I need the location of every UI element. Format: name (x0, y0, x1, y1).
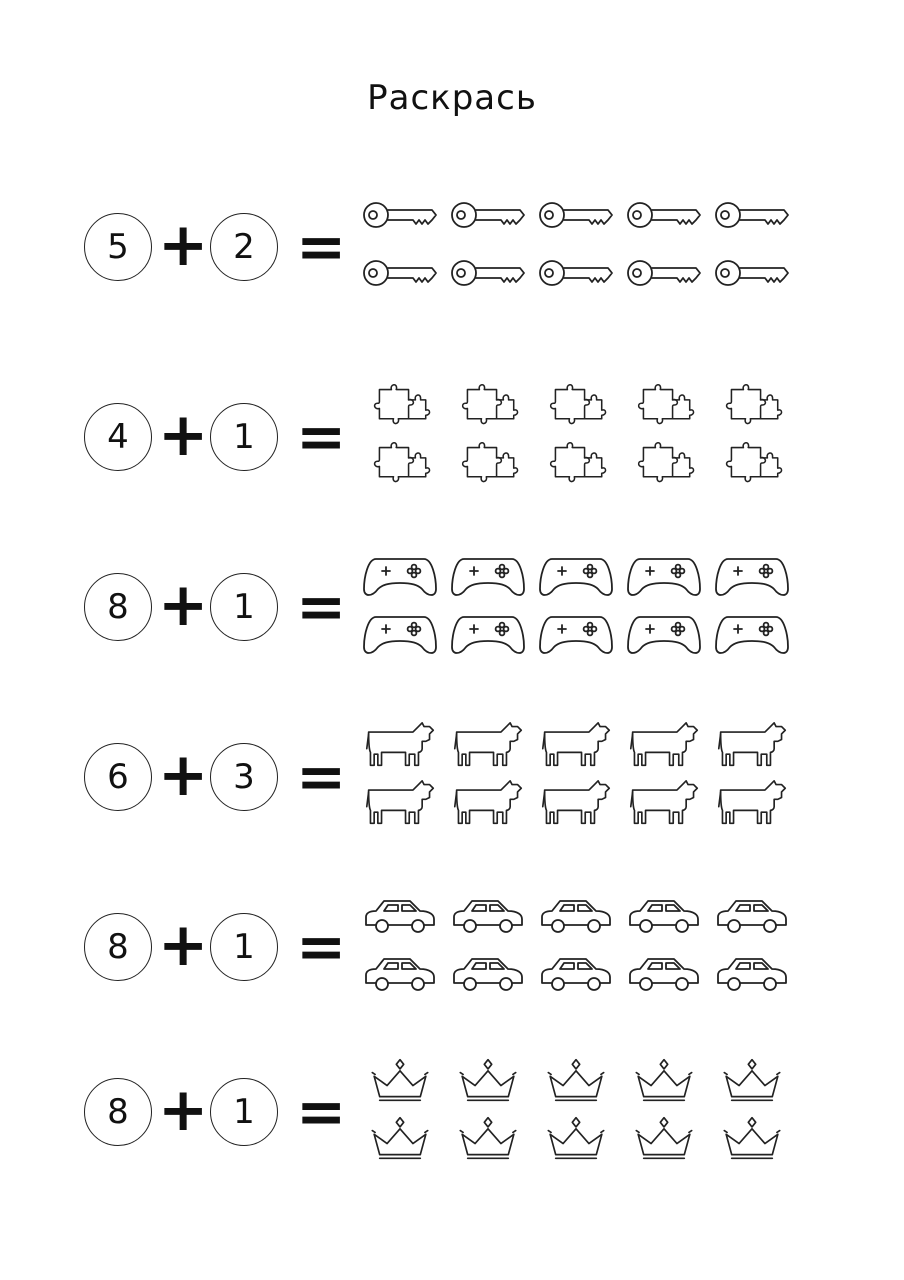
equals-sign: = (296, 572, 347, 642)
crown-icon[interactable] (538, 1056, 614, 1104)
icon-grid (362, 1056, 812, 1176)
plus-sign: + (158, 1075, 209, 1145)
problem-row (0, 185, 904, 325)
gamepad-icon[interactable] (714, 609, 790, 657)
addend-circle-second: 1 (210, 573, 278, 641)
key-icon[interactable] (538, 249, 614, 297)
car-icon[interactable] (626, 891, 702, 939)
puzzle-icon[interactable] (626, 381, 702, 429)
car-icon[interactable] (450, 891, 526, 939)
car-icon[interactable] (714, 949, 790, 997)
puzzle-icon[interactable] (450, 439, 526, 487)
addend-circle-first: 8 (84, 1078, 152, 1146)
plus-sign: + (158, 910, 209, 980)
puzzle-icon[interactable] (714, 381, 790, 429)
gamepad-icon[interactable] (362, 551, 438, 599)
problem-row (0, 885, 904, 1025)
cow-icon[interactable] (626, 779, 702, 827)
plus-sign: + (158, 740, 209, 810)
icon-grid (362, 551, 812, 671)
addend-circle-second: 1 (210, 403, 278, 471)
equals-sign: = (296, 742, 347, 812)
cow-icon[interactable] (450, 721, 526, 769)
crown-icon[interactable] (626, 1114, 702, 1162)
puzzle-icon[interactable] (538, 439, 614, 487)
key-icon[interactable] (626, 191, 702, 239)
crown-icon[interactable] (714, 1056, 790, 1104)
cow-icon[interactable] (538, 721, 614, 769)
key-icon[interactable] (714, 249, 790, 297)
icon-grid (362, 721, 812, 841)
key-icon[interactable] (626, 249, 702, 297)
car-icon[interactable] (538, 891, 614, 939)
cow-icon[interactable] (362, 721, 438, 769)
addend-circle-first: 4 (84, 403, 152, 471)
key-icon[interactable] (714, 191, 790, 239)
cow-icon[interactable] (626, 721, 702, 769)
gamepad-icon[interactable] (538, 609, 614, 657)
crown-icon[interactable] (714, 1114, 790, 1162)
equals-sign: = (296, 1077, 347, 1147)
car-icon[interactable] (538, 949, 614, 997)
plus-sign: + (158, 400, 209, 470)
key-icon[interactable] (450, 249, 526, 297)
cow-icon[interactable] (714, 721, 790, 769)
addend-circle-first: 8 (84, 573, 152, 641)
gamepad-icon[interactable] (450, 609, 526, 657)
plus-sign: + (158, 570, 209, 640)
key-icon[interactable] (362, 249, 438, 297)
icon-grid (362, 191, 812, 311)
puzzle-icon[interactable] (714, 439, 790, 487)
puzzle-icon[interactable] (626, 439, 702, 487)
gamepad-icon[interactable] (626, 551, 702, 599)
crown-icon[interactable] (362, 1114, 438, 1162)
crown-icon[interactable] (362, 1056, 438, 1104)
gamepad-icon[interactable] (626, 609, 702, 657)
key-icon[interactable] (450, 191, 526, 239)
puzzle-icon[interactable] (362, 381, 438, 429)
equals-sign: = (296, 912, 347, 982)
icon-grid (362, 891, 812, 1011)
equals-sign: = (296, 402, 347, 472)
addend-circle-second: 1 (210, 1078, 278, 1146)
car-icon[interactable] (626, 949, 702, 997)
key-icon[interactable] (538, 191, 614, 239)
key-icon[interactable] (362, 191, 438, 239)
addend-circle-first: 8 (84, 913, 152, 981)
icon-grid (362, 381, 812, 501)
problem-row (0, 375, 904, 515)
cow-icon[interactable] (450, 779, 526, 827)
car-icon[interactable] (714, 891, 790, 939)
crown-icon[interactable] (450, 1056, 526, 1104)
plus-sign: + (158, 210, 209, 280)
cow-icon[interactable] (538, 779, 614, 827)
crown-icon[interactable] (626, 1056, 702, 1104)
page-title: Раскрась (367, 78, 537, 118)
cow-icon[interactable] (714, 779, 790, 827)
addend-circle-second: 1 (210, 913, 278, 981)
gamepad-icon[interactable] (362, 609, 438, 657)
gamepad-icon[interactable] (538, 551, 614, 599)
addend-circle-first: 5 (84, 213, 152, 281)
puzzle-icon[interactable] (450, 381, 526, 429)
equals-sign: = (296, 212, 347, 282)
problem-row (0, 545, 904, 685)
car-icon[interactable] (362, 949, 438, 997)
gamepad-icon[interactable] (714, 551, 790, 599)
addend-circle-first: 6 (84, 743, 152, 811)
addend-circle-second: 2 (210, 213, 278, 281)
car-icon[interactable] (450, 949, 526, 997)
problem-row (0, 715, 904, 855)
addend-circle-second: 3 (210, 743, 278, 811)
cow-icon[interactable] (362, 779, 438, 827)
car-icon[interactable] (362, 891, 438, 939)
problem-row (0, 1050, 904, 1190)
puzzle-icon[interactable] (538, 381, 614, 429)
crown-icon[interactable] (450, 1114, 526, 1162)
puzzle-icon[interactable] (362, 439, 438, 487)
gamepad-icon[interactable] (450, 551, 526, 599)
crown-icon[interactable] (538, 1114, 614, 1162)
